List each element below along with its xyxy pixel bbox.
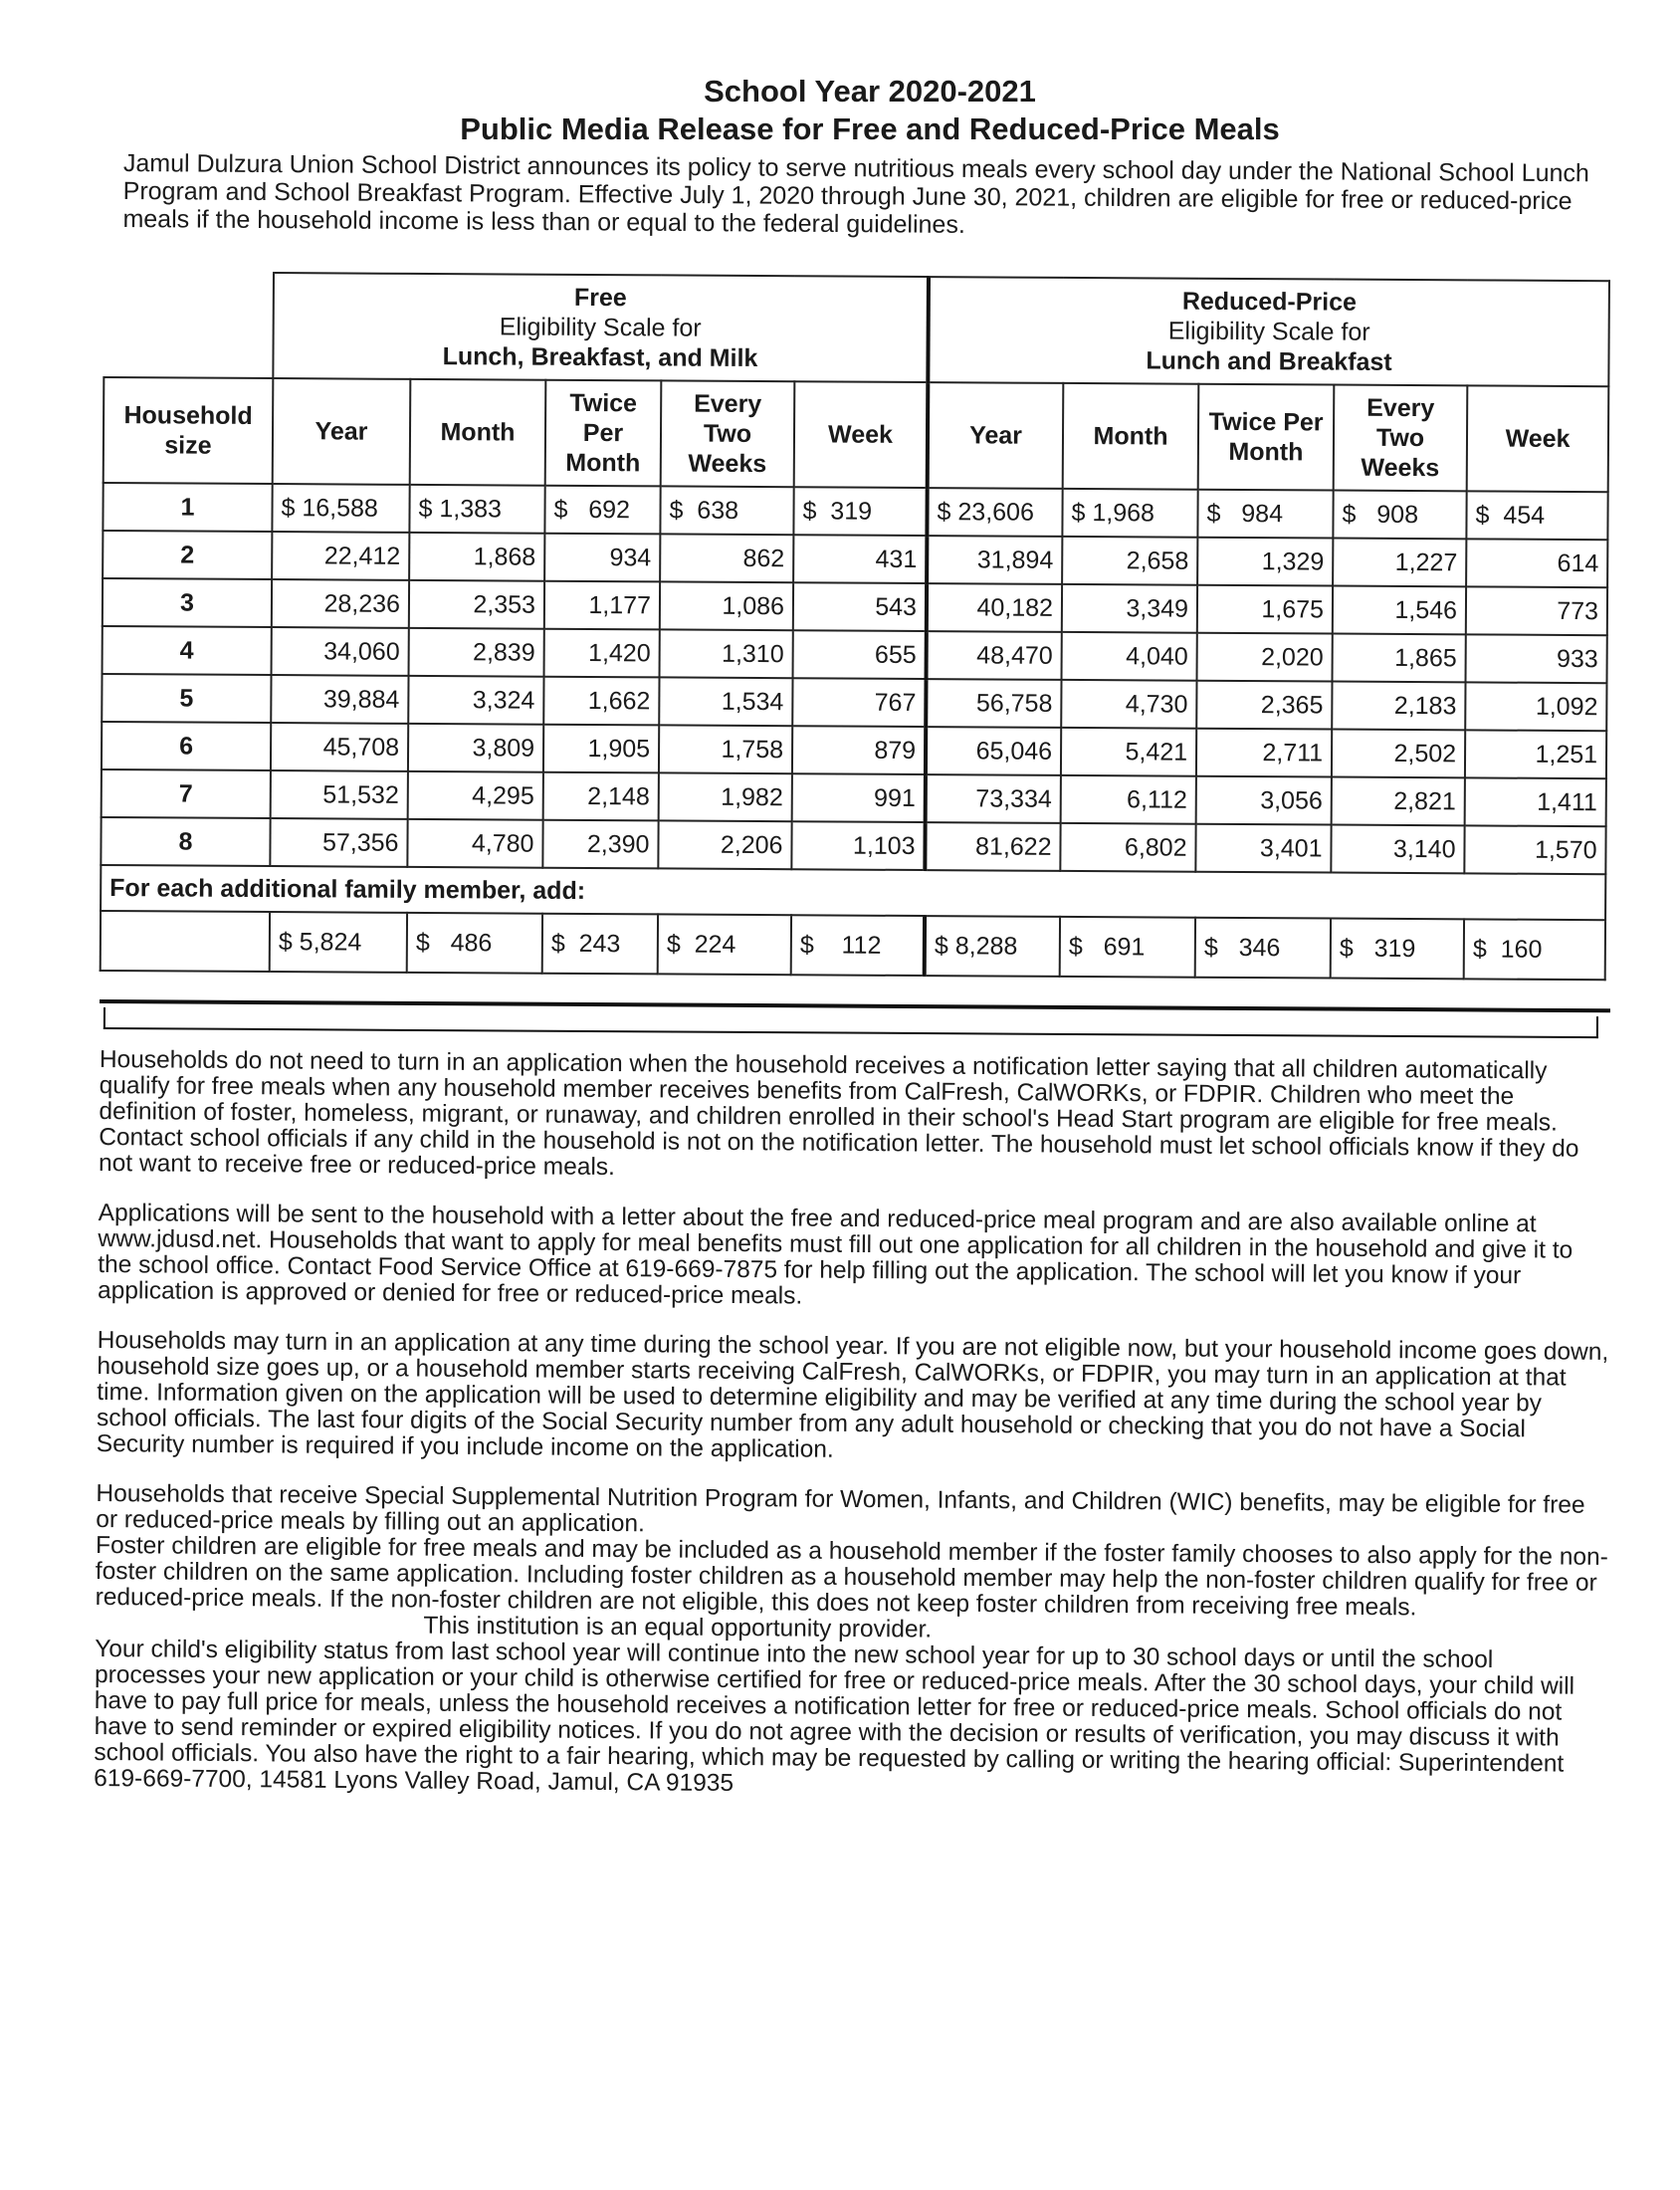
reduced-amount-cell: $ 23,606: [927, 488, 1062, 537]
reduced-amount-cell: 48,470: [927, 631, 1062, 680]
document-title: School Year 2020-2021: [704, 74, 1036, 109]
additional-reduced-amount: $ 8,288: [925, 916, 1060, 977]
reduced-amount-cell: $ 454: [1466, 491, 1607, 540]
header-household-size: Household size: [104, 377, 274, 484]
household-size-cell: 7: [102, 769, 271, 818]
free-group-header: [273, 273, 929, 382]
header-reduced-month: Month: [1063, 383, 1199, 490]
household-size-cell: 8: [101, 817, 270, 866]
intro-text: Jamul Dulzura Union School District announces its policy to serve nutritious meals every school day under the National School Lunch Program and School Breakfast Program. Effective July 1, 2020 through June 30, 2021, children are eligible for free or reduced-price meals if the household income is less than or equal to the federal guidelines.: [122, 149, 1589, 239]
group-header-row: [104, 272, 1609, 386]
additional-reduced-amount: $ 346: [1195, 918, 1331, 979]
header-reduced-week: Week: [1467, 385, 1609, 492]
additional-reduced-amount: $ 319: [1331, 919, 1464, 980]
additional-free-amount: $ 112: [791, 915, 925, 976]
free-amount-cell: 655: [793, 630, 927, 679]
free-amount-cell: $ 16,588: [272, 484, 409, 533]
household-size-cell: 5: [102, 674, 271, 723]
additional-free-amount: $ 486: [407, 913, 542, 974]
document-subtitle: Public Media Release for Free and Reduced-Price Meals: [460, 111, 1280, 146]
additional-free-amount: $ 5,824: [270, 912, 407, 973]
column-header-row: [104, 377, 1609, 492]
reduced-amount-cell: 65,046: [926, 727, 1061, 775]
free-amount-cell: $ 638: [660, 486, 793, 535]
free-amount-cell: 2,390: [542, 820, 658, 869]
header-reduced-twice: Twice Per Month: [1198, 384, 1335, 491]
household-size-cell: 4: [103, 626, 272, 675]
additional-free-amount: $ 243: [542, 914, 658, 975]
free-amount-cell: 1,103: [791, 821, 925, 870]
reduced-amount-cell: 56,758: [926, 679, 1061, 728]
reduced-amount-cell: 2,020: [1197, 633, 1333, 682]
free-amount-cell: $ 1,383: [409, 485, 544, 534]
free-amount-cell: 1,310: [660, 629, 793, 678]
table-body: [101, 483, 1607, 874]
free-amount-cell: 862: [660, 534, 793, 582]
reduced-amount-cell: 6,112: [1061, 775, 1196, 824]
reduced-amount-cell: 73,334: [926, 774, 1061, 823]
reduced-amount-cell: 614: [1466, 539, 1607, 587]
reduced-amount-cell: $ 984: [1197, 490, 1333, 539]
table-bottom-box: [104, 1007, 1598, 1038]
paragraph-any-time: Households may turn in an application at any time during the school year. If you are not eligible now, but your household income goes down, household size goes up, or a household member starts receiving CalFresh, CalWORKs, or FDPIR, you may turn in an application at that time. Information given on the application will be used to determine eligibility and may be verified at any time during the school year by school officials. The last four digits of the Social Security number from any adult household or checking that you do not have a Social Security number is required if you include income on the application.: [96, 1326, 1609, 1463]
free-amount-cell: 1,905: [543, 725, 659, 773]
free-amount-cell: 879: [792, 726, 926, 774]
reduced-amount-cell: 1,092: [1465, 682, 1606, 731]
free-amount-cell: 28,236: [272, 579, 409, 628]
free-amount-cell: 51,532: [271, 770, 408, 819]
free-amount-cell: 4,780: [407, 819, 542, 868]
paragraph-notification: Households do not need to turn in an application when the household receives a notification letter saying that all children automatically qualify for free meals when any household member receives benefits from CalFresh, CalWORKs, or FDPIR. Children who meet the definition of foster, homeless, migrant, or runaway, and children enrolled in their school's Head Start program are eligible for free meals. Contact school officials if any child in the household is not on the notification letter. The household must let school officials know if they do not want to receive free or reduced-price meals.: [98, 1046, 1579, 1182]
reduced-group-meals: Lunch and Breakfast: [1146, 346, 1392, 376]
header-reduced-every: Every Two Weeks: [1334, 385, 1468, 492]
reduced-amount-cell: 2,711: [1196, 729, 1332, 777]
reduced-amount-cell: 40,182: [927, 583, 1062, 632]
header-free-month: Month: [410, 379, 546, 486]
free-amount-cell: $ 692: [544, 486, 660, 535]
free-amount-cell: 991: [792, 773, 926, 822]
header-free-week: Week: [794, 381, 929, 488]
reduced-amount-cell: 81,622: [925, 822, 1060, 871]
header-reduced-year: Year: [928, 382, 1064, 489]
reduced-amount-cell: 3,401: [1195, 824, 1331, 873]
reduced-amount-cell: 933: [1466, 634, 1607, 683]
free-amount-cell: 2,206: [658, 820, 791, 869]
reduced-amount-cell: 4,730: [1061, 680, 1196, 729]
header-free-every: Every Two Weeks: [661, 380, 795, 487]
paragraph-wic: Households that receive Special Supplemental Nutrition Program for Women, Infants, and Children (WIC) benefits, may be eligible for free or reduced-price meals by filling out an application.: [96, 1479, 1585, 1538]
reduced-amount-cell: 1,329: [1197, 538, 1333, 586]
household-size-cell: 1: [103, 483, 272, 532]
additional-member-label: For each additional family member, add:: [101, 865, 1605, 920]
equal-opportunity-statement: This institution is an equal opportunity provider.: [423, 1612, 933, 1643]
free-amount-cell: $ 319: [793, 487, 927, 536]
intro-paragraph: [122, 149, 1616, 243]
reduced-amount-cell: 5,421: [1061, 728, 1196, 776]
free-amount-cell: 4,295: [408, 771, 543, 820]
free-amount-cell: 22,412: [272, 532, 409, 580]
additional-reduced-amount: $ 160: [1464, 919, 1605, 980]
reduced-amount-cell: 4,040: [1062, 632, 1197, 681]
reduced-group-header: [928, 277, 1609, 386]
reduced-amount-cell: 773: [1466, 586, 1607, 635]
free-amount-cell: 767: [792, 678, 926, 727]
free-group-scale: Eligibility Scale for: [499, 313, 702, 342]
free-amount-cell: 34,060: [272, 627, 409, 676]
free-amount-cell: 934: [544, 534, 660, 582]
paragraph-foster-text: Foster children are eligible for free meals and may be included as a household member if the foster family chooses to also apply for the non-foster children on the same application. Including foster children as a household member may help the non-foster children qualify for free or reduced-price meals. If the non-foster children are not eligible, this does not keep foster children from receiving free meals.: [95, 1531, 1608, 1622]
reduced-amount-cell: 1,570: [1464, 825, 1605, 874]
free-amount-cell: 1,420: [544, 629, 660, 678]
table-corner: [104, 272, 274, 378]
eligibility-table: [100, 271, 1610, 981]
reduced-amount-cell: 3,056: [1196, 776, 1332, 825]
reduced-group-title: Reduced-Price: [1181, 287, 1358, 317]
free-amount-cell: 2,839: [409, 628, 544, 677]
reduced-amount-cell: 1,546: [1333, 586, 1466, 635]
body-text: [94, 1047, 1612, 1804]
free-amount-cell: 1,758: [659, 725, 792, 773]
free-amount-cell: 1,534: [659, 677, 792, 726]
reduced-amount-cell: 2,183: [1332, 682, 1465, 731]
reduced-amount-cell: 2,658: [1062, 537, 1197, 585]
free-amount-cell: 1,086: [660, 581, 793, 630]
reduced-amount-cell: 3,140: [1331, 825, 1464, 874]
additional-member-amounts: [101, 911, 1605, 980]
reduced-amount-cell: 1,865: [1333, 634, 1466, 683]
free-amount-cell: 1,868: [409, 533, 544, 581]
household-size-cell: 6: [102, 722, 271, 770]
header-free-twice: Twice Per Month: [545, 380, 662, 487]
reduced-amount-cell: $ 1,968: [1062, 489, 1197, 538]
reduced-amount-cell: 1,411: [1465, 777, 1606, 826]
free-amount-cell: 431: [793, 535, 927, 583]
free-group-meals: Lunch, Breakfast, and Milk: [442, 342, 758, 373]
reduced-amount-cell: 2,821: [1332, 777, 1465, 826]
additional-free-amount: $ 224: [658, 914, 791, 975]
reduced-amount-cell: 1,227: [1333, 539, 1466, 587]
free-amount-cell: 3,324: [408, 676, 543, 725]
reduced-amount-cell: 31,894: [927, 536, 1062, 584]
free-amount-cell: 543: [793, 582, 927, 631]
reduced-group-scale: Eligibility Scale for: [1167, 317, 1370, 346]
free-amount-cell: 1,177: [544, 581, 660, 630]
additional-empty-cell: [101, 911, 270, 972]
reduced-amount-cell: 1,675: [1197, 585, 1333, 634]
paragraph-carryover: Your child's eligibility status from last school year will continue into the new school year for up to 30 school days or until the school processes your new application or your child is otherwise certified for free or reduced-price meals. After the 30 school days, your child will have to pay full price for meals, unless the household receives a notification letter for free or reduced-price meals. School officials do not have to send reminder or expired eligibility notices. If you do not agree with the decision or results of verification, you may discuss it with school officials. You also have the right to a fair hearing, which may be requested by calling or writing the hearing official: Superintendent 619-669-7700, 14581 Lyons Valley Road, Jamul, CA 91935: [94, 1635, 1575, 1798]
free-amount-cell: 2,353: [409, 580, 544, 629]
free-amount-cell: 45,708: [271, 723, 408, 771]
free-amount-cell: 39,884: [271, 675, 408, 724]
paragraph-applications: Applications will be sent to the household with a letter about the free and reduced-price meal program and are also available online at www.jdusd.net. Households that want to apply for meal benefits must fill out one application for all children in the household and give it to the school office. Contact Food Service Office at 619-669-7875 for help filling out the application. The school will let you know if your application is approved or denied for free or reduced-price meals.: [97, 1199, 1574, 1310]
reduced-amount-cell: $ 908: [1333, 491, 1466, 540]
free-amount-cell: 3,809: [408, 724, 543, 772]
header-free-year: Year: [273, 378, 411, 485]
free-amount-cell: 1,982: [659, 772, 792, 821]
free-amount-cell: 57,356: [270, 818, 407, 867]
free-amount-cell: 1,662: [543, 677, 659, 726]
paragraph-foster: [95, 1533, 1608, 1648]
reduced-amount-cell: 1,251: [1465, 730, 1606, 778]
free-group-title: Free: [573, 283, 627, 313]
additional-reduced-amount: $ 691: [1060, 917, 1195, 978]
reduced-amount-cell: 3,349: [1062, 584, 1197, 633]
household-size-cell: 3: [103, 578, 272, 627]
free-amount-cell: 2,148: [543, 772, 659, 821]
reduced-amount-cell: 2,365: [1196, 681, 1332, 730]
reduced-amount-cell: 6,802: [1060, 823, 1195, 872]
reduced-amount-cell: 2,502: [1332, 730, 1465, 778]
household-size-cell: 2: [103, 531, 272, 579]
